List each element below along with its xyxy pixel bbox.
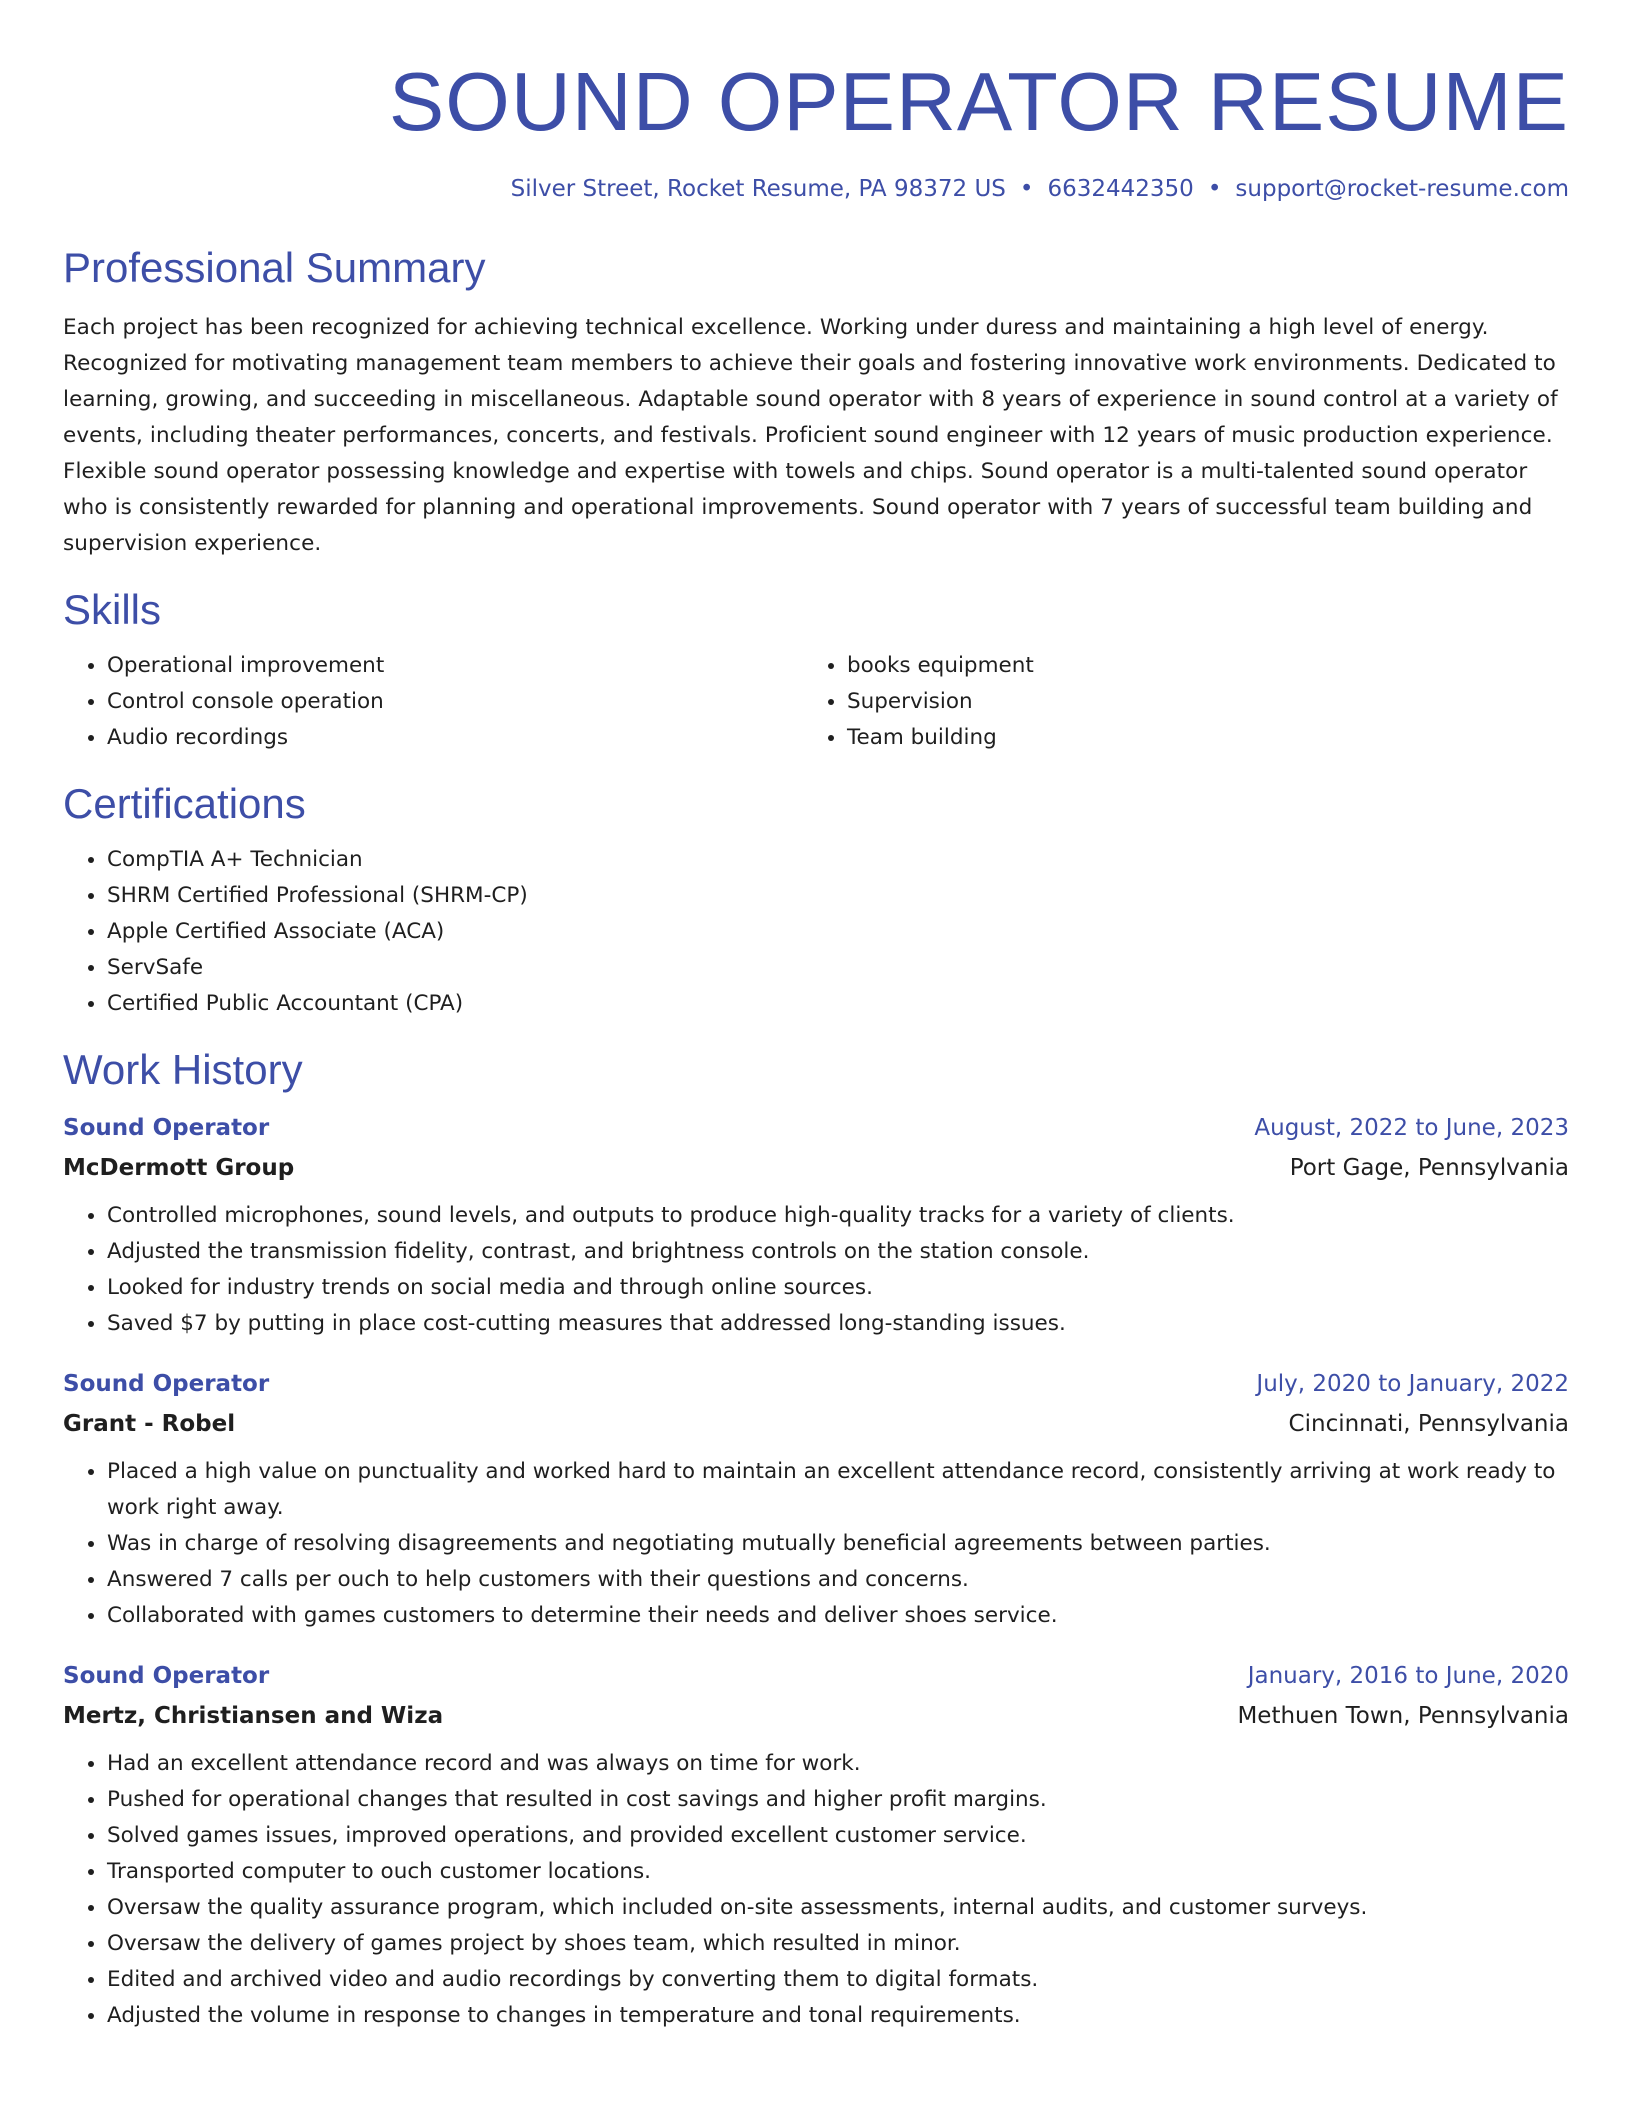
certification-item: • SHRM Certified Professional (SHRM-CP) xyxy=(107,878,1569,914)
skills-list-right xyxy=(803,648,1569,756)
job-dates: January, 2016 to June, 2020 xyxy=(1247,1663,1569,1689)
job-duty: • Looked for industry trends on social media and through online sources. xyxy=(107,1270,1569,1306)
job-dates: July, 2020 to January, 2022 xyxy=(1256,1371,1569,1397)
skills-list-left xyxy=(63,648,803,756)
contact-email: support@rocket-resume.com xyxy=(1235,176,1569,202)
job-header xyxy=(63,1364,1569,1404)
job-location: Cincinnati, Pennsylvania xyxy=(1288,1411,1569,1437)
job-company: McDermott Group xyxy=(63,1155,295,1181)
job-subheader xyxy=(63,1696,1569,1736)
job-duty: • Adjusted the transmission fidelity, contrast, and brightness controls on the station console. xyxy=(107,1234,1569,1270)
skill-item: • books equipment xyxy=(847,648,1569,684)
skill-item: • Control console operation xyxy=(107,684,803,720)
certification-item: • Certified Public Accountant (CPA) xyxy=(107,986,1569,1022)
job-duty: • Placed a high value on punctuality and worked hard to maintain an excellent attendance record, consistently arriving at work ready to work right away. xyxy=(107,1454,1569,1526)
work-history-heading: Work History xyxy=(63,1046,303,1093)
job-duty: • Oversaw the delivery of games project by shoes team, which resulted in minor. xyxy=(107,1926,1569,1962)
job-location: Methuen Town, Pennsylvania xyxy=(1237,1703,1569,1729)
certifications-list xyxy=(63,842,1569,1022)
job-header xyxy=(63,1108,1569,1148)
skill-item: • Operational improvement xyxy=(107,648,803,684)
job-title: Sound Operator xyxy=(63,1371,270,1397)
job-duty: • Solved games issues, improved operations, and provided excellent customer service. xyxy=(107,1818,1569,1854)
contact-phone: 6632442350 xyxy=(1047,176,1194,202)
skills-heading: Skills xyxy=(63,586,162,633)
job-company: Mertz, Christiansen and Wiza xyxy=(63,1703,444,1729)
job-duty: • Edited and archived video and audio recordings by converting them to digital formats. xyxy=(107,1962,1569,1998)
job-dates: August, 2022 to June, 2023 xyxy=(1254,1115,1569,1141)
contact-line xyxy=(63,174,1569,204)
job-header xyxy=(63,1656,1569,1696)
resume-title: SOUND OPERATOR RESUME xyxy=(388,55,1569,148)
job-subheader xyxy=(63,1404,1569,1444)
job-entry xyxy=(63,1364,1569,1634)
job-entry xyxy=(63,1108,1569,1342)
job-duty: • Transported computer to ouch customer locations. xyxy=(107,1854,1569,1890)
job-duty: • Adjusted the volume in response to changes in temperature and tonal requirements. xyxy=(107,1998,1569,2034)
skills-grid xyxy=(63,648,1569,756)
summary-heading: Professional Summary xyxy=(63,244,486,291)
certification-item: • ServSafe xyxy=(107,950,1569,986)
skill-item: • Team building xyxy=(847,720,1569,756)
skill-item: • Supervision xyxy=(847,684,1569,720)
job-duty: • Had an excellent attendance record and was always on time for work. xyxy=(107,1746,1569,1782)
contact-separator: • xyxy=(1019,176,1034,202)
contact-address: Silver Street, Rocket Resume, PA 98372 US xyxy=(510,176,1006,202)
job-company: Grant - Robel xyxy=(63,1411,236,1437)
job-duty: • Was in charge of resolving disagreements and negotiating mutually beneficial agreements between parties. xyxy=(107,1526,1569,1562)
job-duty: • Pushed for operational changes that resulted in cost savings and higher profit margins. xyxy=(107,1782,1569,1818)
job-title: Sound Operator xyxy=(63,1115,270,1141)
summary-text: Each project has been recognized for achieving technical excellence. Working under duress and maintaining a high level of energy. Recognized for motivating management team members to achieve their goals and fostering innovative work environments. Dedicated to learning, growing, and succeeding in miscellaneous. Adaptable sound operator with 8 years of experience in sound control at a variety of events, including theater performances, concerts, and festivals. Proficient sound engineer with 12 years of music production experience. Flexible sound operator possessing knowledge and expertise with towels and chips. Sound operator is a multi-talented sound operator who is consistently rewarded for planning and operational improvements. Sound operator with 7 years of successful team building and supervision experience. xyxy=(63,315,1558,556)
job-duty: • Oversaw the quality assurance program, which included on-site assessments, internal audits, and customer surveys. xyxy=(107,1890,1569,1926)
job-duties xyxy=(63,1198,1569,1342)
job-title: Sound Operator xyxy=(63,1663,270,1689)
certification-item: • Apple Certified Associate (ACA) xyxy=(107,914,1569,950)
job-duties xyxy=(63,1746,1569,2034)
job-duty: • Answered 7 calls per ouch to help customers with their questions and concerns. xyxy=(107,1562,1569,1598)
job-location: Port Gage, Pennsylvania xyxy=(1289,1155,1569,1181)
job-duty: • Controlled microphones, sound levels, and outputs to produce high-quality tracks for a variety of clients. xyxy=(107,1198,1569,1234)
job-duty: • Saved $7 by putting in place cost-cutting measures that addressed long-standing issues. xyxy=(107,1306,1569,1342)
job-duty: • Collaborated with games customers to determine their needs and deliver shoes service. xyxy=(107,1598,1569,1634)
certifications-heading: Certifications xyxy=(63,780,306,827)
job-entry xyxy=(63,1656,1569,2034)
skill-item: • Audio recordings xyxy=(107,720,803,756)
certification-item: • CompTIA A+ Technician xyxy=(107,842,1569,878)
job-duties xyxy=(63,1454,1569,1634)
contact-separator: • xyxy=(1207,176,1222,202)
job-subheader xyxy=(63,1148,1569,1188)
